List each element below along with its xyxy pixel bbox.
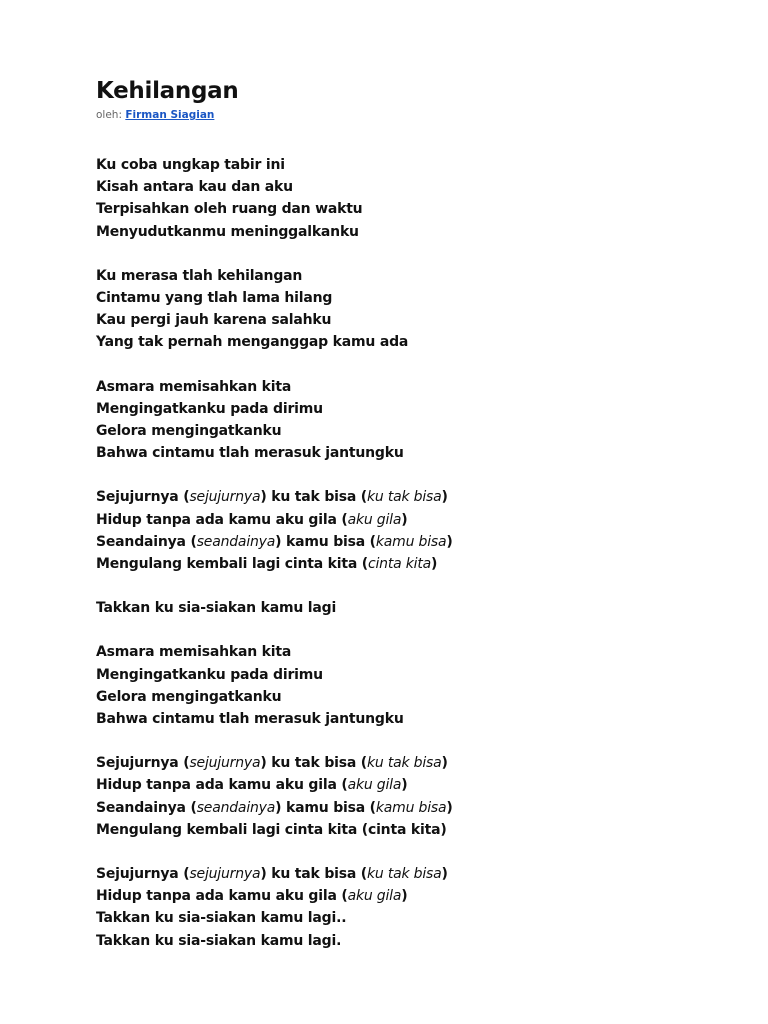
author-link[interactable]: Firman Siagian (125, 109, 215, 121)
stanza (96, 863, 716, 952)
lyric-echo: seandainya (196, 799, 276, 816)
lyric-segment: Hidup tanpa ada kamu aku gila ( (96, 888, 348, 905)
stanza (96, 376, 716, 465)
byline-prefix: oleh: (96, 109, 126, 121)
lyric-line: Bahwa cintamu tlah merasuk jantungku (96, 445, 404, 462)
lyric-echo: ku tak bisa (367, 489, 442, 506)
lyric-segment: ) (431, 556, 438, 573)
lyric-line (96, 774, 716, 796)
lyric-line: Asmara memisahkan kita (96, 378, 292, 395)
lyric-echo: seandainya (196, 533, 276, 550)
lyric-line (96, 752, 716, 774)
lyric-segment: ) ku tak bisa ( (260, 755, 367, 772)
lyric-segment: ) ku tak bisa ( (260, 489, 367, 506)
stanza (96, 641, 716, 730)
lyric-echo: kamu bisa (375, 799, 447, 816)
lyric-echo: sejujurnya (189, 755, 261, 772)
lyric-echo: aku gila (347, 511, 402, 528)
lyric-segment: ) ku tak bisa ( (260, 866, 367, 883)
lyric-segment: ) (441, 755, 448, 772)
lyric-line: Ku coba ungkap tabir ini (96, 157, 285, 173)
lyric-segment: Sejujurnya ( (96, 489, 190, 506)
lyric-segment: ) (401, 888, 408, 905)
lyrics-body (96, 154, 716, 952)
document-page (96, 74, 716, 974)
lyric-line (96, 863, 716, 885)
lyric-segment: ) (401, 511, 408, 528)
lyric-segment: ) kamu bisa ( (275, 533, 376, 550)
stanza (96, 597, 716, 619)
lyric-segment: Hidup tanpa ada kamu aku gila ( (96, 777, 348, 794)
lyric-echo: ku tak bisa (367, 755, 442, 772)
lyric-line: Bahwa cintamu tlah merasuk jantungku (96, 711, 404, 728)
lyric-echo: ku tak bisa (367, 866, 442, 883)
lyric-line: Yang tak pernah menganggap kamu ada (96, 334, 409, 351)
lyric-segment: ) (446, 533, 453, 550)
stanza (96, 154, 716, 243)
lyric-segment: Mengulang kembali lagi cinta kita ( (96, 556, 368, 573)
lyric-echo: sejujurnya (189, 489, 261, 506)
lyric-line: Kau pergi jauh karena salahku (96, 312, 332, 329)
stanza (96, 265, 716, 354)
lyric-echo: cinta kita (368, 556, 432, 573)
lyric-line: Gelora mengingatkanku (96, 423, 282, 440)
lyric-segment: ) (446, 799, 453, 816)
stanza (96, 752, 716, 841)
lyric-line: Takkan ku sia-siakan kamu lagi.. (96, 910, 347, 927)
lyric-line: Menyudutkanmu meninggalkanku (96, 223, 359, 240)
song-title: Kehilangan (96, 78, 239, 104)
lyric-line (96, 553, 716, 575)
lyric-echo: sejujurnya (189, 866, 261, 883)
lyric-echo: kamu bisa (375, 533, 447, 550)
byline (96, 108, 716, 122)
lyric-line: Cintamu yang tlah lama hilang (96, 290, 333, 307)
stanza (96, 486, 716, 575)
lyric-segment: ) kamu bisa ( (275, 799, 376, 816)
lyric-line (96, 486, 716, 508)
lyric-line: Asmara memisahkan kita (96, 644, 292, 661)
lyric-line: Mengingatkanku pada dirimu (96, 666, 323, 683)
lyric-segment: Seandainya ( (96, 799, 197, 816)
lyric-echo: aku gila (347, 777, 402, 794)
lyric-line: Mengulang kembali lagi cinta kita (cinta kita) (96, 821, 447, 838)
lyric-segment: ) (441, 866, 448, 883)
lyric-line (96, 509, 716, 531)
lyric-line: Takkan ku sia-siakan kamu lagi (96, 600, 337, 617)
lyric-segment: Sejujurnya ( (96, 866, 190, 883)
lyric-line: Mengingatkanku pada dirimu (96, 400, 323, 417)
lyric-line (96, 531, 716, 553)
lyric-line (96, 797, 716, 819)
lyric-line: Gelora mengingatkanku (96, 688, 282, 705)
lyric-line: Terpisahkan oleh ruang dan waktu (96, 201, 363, 218)
lyric-line (96, 885, 716, 907)
lyric-line: Ku merasa tlah kehilangan (96, 267, 303, 284)
lyric-echo: aku gila (347, 888, 402, 905)
lyric-segment: Hidup tanpa ada kamu aku gila ( (96, 511, 348, 528)
lyric-line: Kisah antara kau dan aku (96, 179, 293, 196)
lyric-segment: ) (401, 777, 408, 794)
lyric-segment: Sejujurnya ( (96, 755, 190, 772)
lyric-segment: Seandainya ( (96, 533, 197, 550)
lyric-line: Takkan ku sia-siakan kamu lagi. (96, 932, 342, 949)
lyric-segment: ) (441, 489, 448, 506)
